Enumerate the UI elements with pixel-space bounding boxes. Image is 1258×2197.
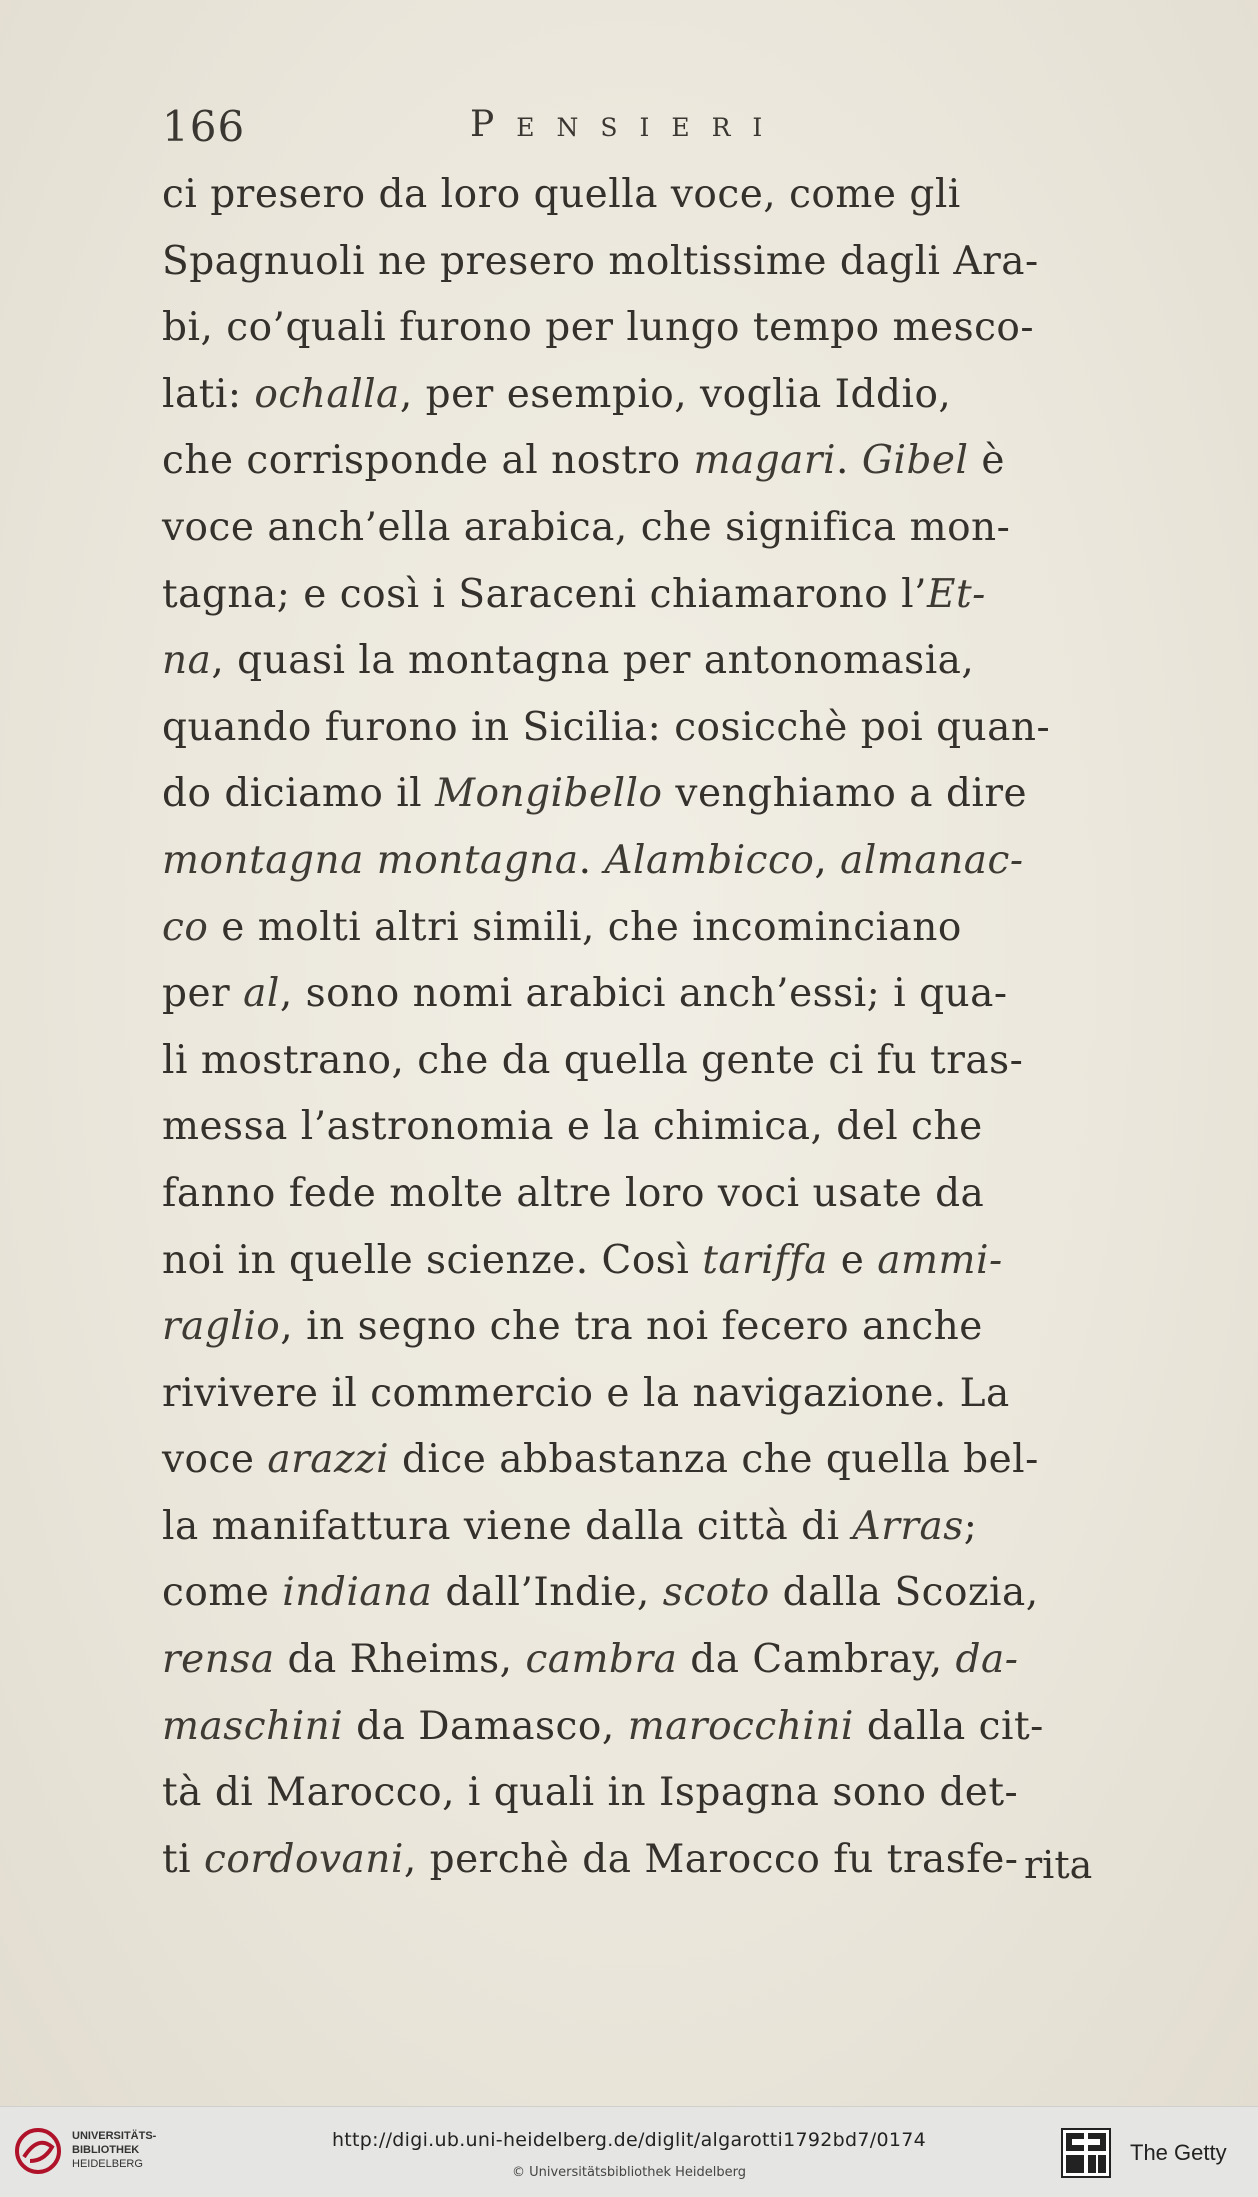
text-line bbox=[162, 362, 1162, 429]
text-segment: , quasi la montagna per antonomasia, bbox=[211, 638, 975, 684]
italic-term: maschini bbox=[162, 1703, 344, 1749]
text-line bbox=[162, 828, 1162, 895]
italic-term: Gibel bbox=[861, 438, 969, 484]
text-line bbox=[162, 229, 1162, 296]
text-segment: da Damasco, bbox=[343, 1703, 628, 1749]
text-line bbox=[162, 961, 1162, 1028]
text-line bbox=[162, 1161, 1162, 1228]
text-segment: voce bbox=[162, 1437, 268, 1483]
library-name-line2: BIBLIOTHEK bbox=[72, 2144, 140, 2156]
getty-label: The Getty bbox=[1130, 2140, 1227, 2165]
text-line bbox=[162, 562, 1162, 629]
text-segment: . bbox=[836, 438, 862, 484]
italic-term: tariffa bbox=[702, 1237, 828, 1283]
text-line bbox=[162, 761, 1162, 828]
text-segment: dice abbastanza che quella bel- bbox=[389, 1437, 1039, 1483]
italic-term: Arras bbox=[852, 1503, 964, 1549]
italic-term: cambra bbox=[525, 1637, 678, 1683]
viewer-footer bbox=[0, 2106, 1258, 2197]
text-segment: tà di Marocco, i quali in Ispagna sono det- bbox=[162, 1770, 1019, 1816]
text-line bbox=[162, 1427, 1162, 1494]
text-line bbox=[162, 1094, 1162, 1161]
text-line bbox=[162, 895, 1162, 962]
text-segment: dalla cit- bbox=[853, 1703, 1044, 1749]
italic-term: indiana bbox=[282, 1570, 433, 1616]
library-name-line3: HEIDELBERG bbox=[72, 2158, 143, 2170]
italic-term: al bbox=[243, 971, 280, 1017]
italic-term: arazzi bbox=[267, 1437, 390, 1483]
text-line bbox=[162, 495, 1162, 562]
text-line bbox=[162, 428, 1162, 495]
getty-logo-icon[interactable] bbox=[1060, 2127, 1112, 2179]
text-segment: la manifattura viene dalla città di bbox=[162, 1503, 853, 1549]
italic-term: cordovani bbox=[204, 1836, 404, 1882]
italic-term: rensa bbox=[162, 1637, 275, 1683]
page-header bbox=[162, 102, 1062, 162]
page-number: 166 bbox=[162, 102, 246, 151]
text-line bbox=[162, 628, 1162, 695]
italic-term: Et- bbox=[927, 571, 986, 617]
text-line bbox=[162, 695, 1162, 762]
text-line bbox=[162, 1560, 1162, 1627]
text-line bbox=[162, 162, 1162, 229]
italic-term: da- bbox=[955, 1637, 1019, 1683]
text-segment: quando furono in Sicilia: cosicchè poi quan- bbox=[162, 704, 1051, 750]
text-segment: rivivere il commercio e la navigazione. La bbox=[162, 1370, 1010, 1416]
text-segment: messa l’astronomia e la chimica, del che bbox=[162, 1104, 983, 1150]
text-line bbox=[162, 1028, 1162, 1095]
italic-term: raglio bbox=[162, 1304, 281, 1350]
italic-term: Alambicco bbox=[604, 837, 815, 883]
italic-term: scoto bbox=[662, 1570, 770, 1616]
text-line bbox=[162, 295, 1162, 362]
text-segment: ci presero da loro quella voce, come gli bbox=[162, 172, 961, 217]
copyright-notice: © Universitätsbibliothek Heidelberg bbox=[511, 2165, 746, 2180]
text-segment: bi, co’quali furono per lungo tempo mesco- bbox=[162, 305, 1035, 351]
text-line bbox=[162, 1361, 1162, 1428]
italic-term: montagna montagna bbox=[162, 837, 579, 883]
text-segment: che corrisponde al nostro bbox=[162, 438, 694, 484]
permalink-url[interactable]: http://digi.ub.uni-heidelberg.de/diglit/algarotti1792bd7/0174 bbox=[331, 2129, 927, 2151]
text-segment: venghiamo a dire bbox=[662, 771, 1028, 817]
text-segment: tagna; e così i Saraceni chiamarono l’ bbox=[162, 571, 928, 617]
text-segment: da Rheims, bbox=[274, 1637, 526, 1683]
italic-term: co bbox=[162, 904, 209, 950]
italic-term: ochalla bbox=[254, 371, 400, 417]
text-segment: come bbox=[162, 1570, 283, 1616]
italic-term: Mongibello bbox=[435, 771, 663, 817]
text-segment: noi in quelle scienze. Così bbox=[162, 1237, 703, 1283]
text-line bbox=[162, 1694, 1162, 1761]
italic-term: almanac- bbox=[840, 837, 1024, 883]
italic-term: magari bbox=[693, 438, 837, 484]
text-segment: ; bbox=[963, 1503, 978, 1549]
text-segment: Spagnuoli ne presero moltissime dagli Ara- bbox=[162, 238, 1039, 284]
text-segment: lati: bbox=[162, 371, 255, 417]
italic-term: marocchini bbox=[627, 1703, 854, 1749]
text-segment: , per esempio, voglia Iddio, bbox=[399, 371, 952, 417]
italic-term: ammi- bbox=[877, 1237, 1003, 1283]
text-line bbox=[162, 1494, 1162, 1561]
text-segment: ti bbox=[162, 1836, 205, 1882]
italic-term: na bbox=[162, 638, 212, 684]
text-segment: , bbox=[814, 837, 841, 883]
text-segment: e bbox=[827, 1237, 878, 1283]
catchword: rita bbox=[1024, 1843, 1093, 1887]
library-name-line1: UNIVERSITÄTS- bbox=[72, 2130, 157, 2142]
text-segment: è bbox=[968, 438, 1005, 484]
text-segment: dall’Indie, bbox=[432, 1570, 663, 1616]
text-segment: per bbox=[162, 971, 244, 1017]
text-segment: . bbox=[578, 837, 605, 883]
text-segment: fanno fede molte altre loro voci usate da bbox=[162, 1170, 985, 1216]
text-segment: , sono nomi arabici anch’essi; i qua- bbox=[279, 971, 1008, 1017]
text-line bbox=[162, 1827, 1162, 1894]
text-line bbox=[162, 1228, 1162, 1295]
text-segment: voce anch’ella arabica, che significa mon- bbox=[162, 504, 1011, 550]
text-segment: li mostrano, che da quella gente ci fu tras- bbox=[162, 1037, 1024, 1083]
text-segment: e molti altri simili, che incominciano bbox=[208, 904, 962, 950]
body-text bbox=[162, 162, 1162, 1893]
text-line bbox=[162, 1294, 1162, 1361]
text-segment: da Cambray, bbox=[677, 1637, 956, 1683]
text-line bbox=[162, 1627, 1162, 1694]
running-head: Pensieri bbox=[470, 104, 785, 145]
text-segment: dalla Scozia, bbox=[769, 1570, 1039, 1616]
text-line bbox=[162, 1760, 1162, 1827]
text-segment: , in segno che tra noi fecero anche bbox=[280, 1304, 983, 1350]
text-segment: do diciamo il bbox=[162, 771, 436, 817]
text-segment: , perchè da Marocco fu trasfe- bbox=[403, 1836, 1019, 1882]
